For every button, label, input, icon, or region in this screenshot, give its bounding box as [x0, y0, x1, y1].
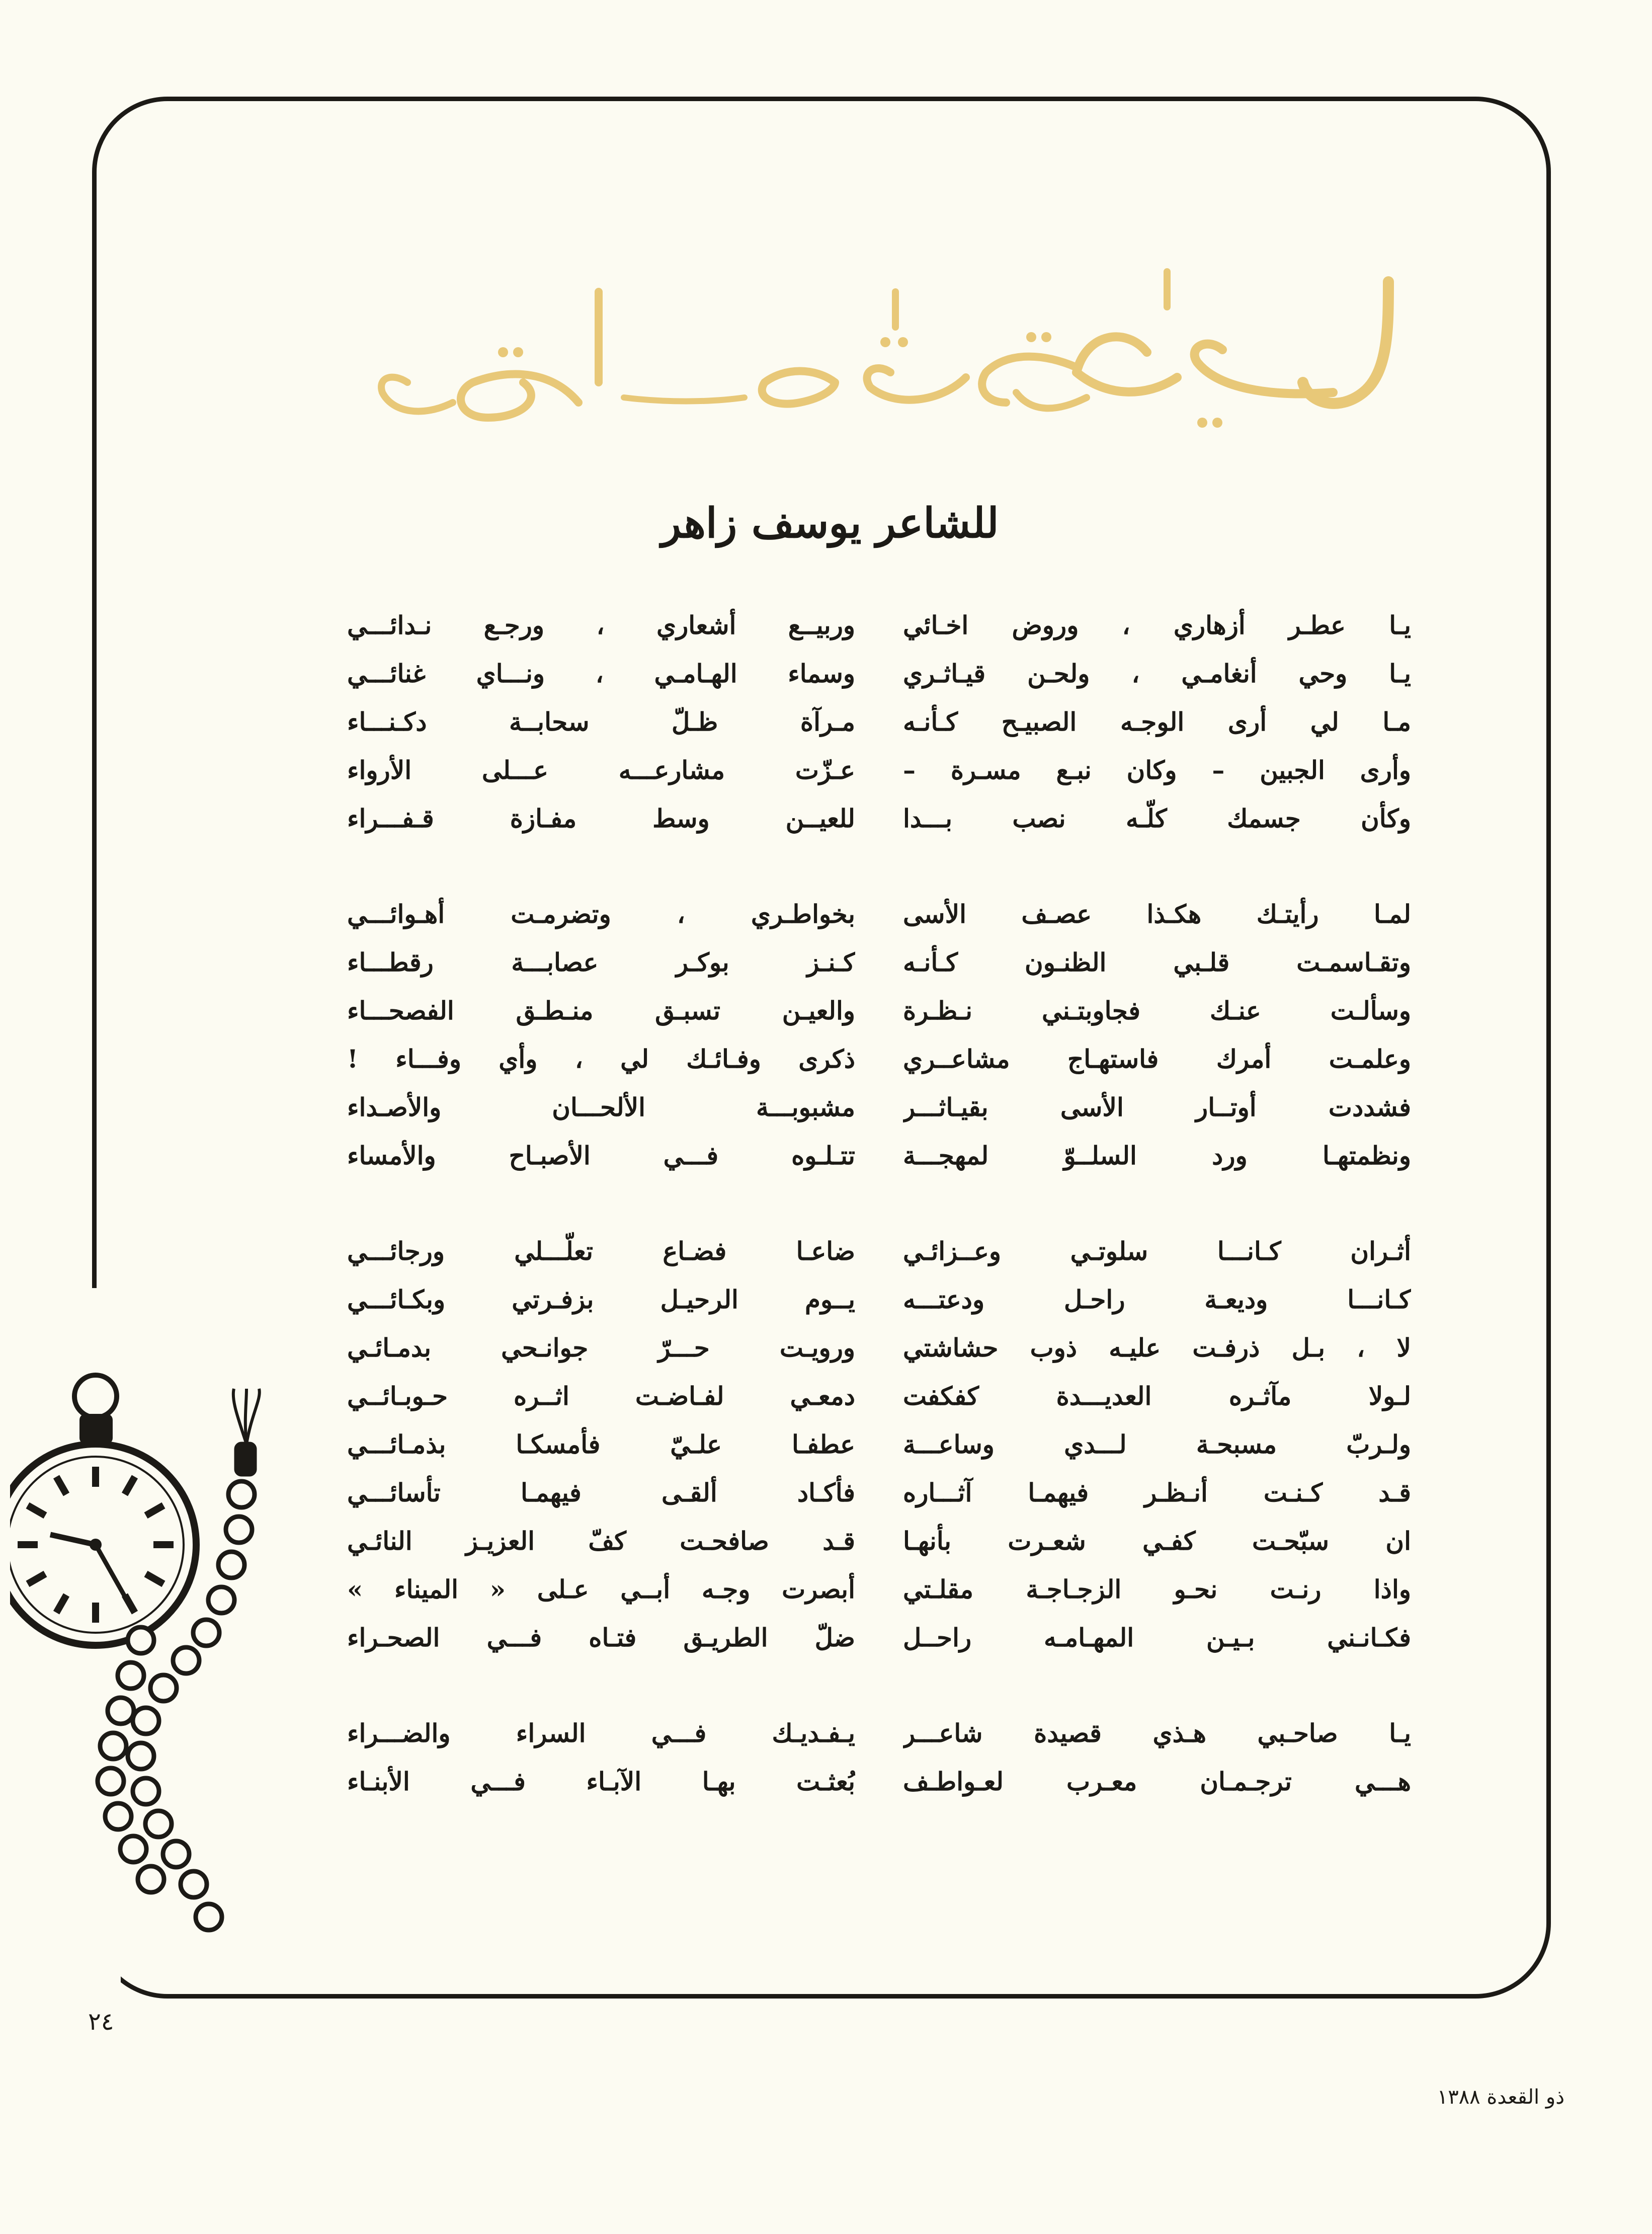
pocket-watch-icon [10, 1375, 196, 1645]
verse-line: مـا لي أرى الوجـه الصبيـح كـأنـه [903, 707, 1411, 737]
verse-line: ان سبّحـت كفـي شعـرت بأنهـا [903, 1526, 1411, 1556]
verse-line: لا ، بـل ذرفـت عليـه ذوب حشاشتي [903, 1333, 1411, 1363]
verse-line: واذا رنـت نحـو الزجـاجـة مقلـتي [903, 1574, 1411, 1604]
verse-line: فكـانـني بـيـن المهـامـه راحــل [903, 1623, 1411, 1652]
verse-line: ضاعـا فضـاع تعلّـــلي ورجائـــي [347, 1236, 855, 1266]
poem-title-calligraphy [362, 252, 1419, 453]
verse-line: وتقـاسمـت قلـبي الظنـون كـأنـه [903, 947, 1411, 977]
verse-line: ولـربّ مسبحـة لـــدي وساعـــة [903, 1429, 1411, 1459]
verse-line: قـد صافحـت كفّ العزيـز النائـي [347, 1526, 855, 1556]
stanza-1 [903, 601, 1411, 843]
verse-line: ذكرى وفـائـك لي ، وأي وفـــاء ! [347, 1044, 855, 1074]
verse-line: فأكـاد ألقـى فيهمـا تأسائـــي [347, 1478, 855, 1507]
verse-line: لمـا رأيتـك هكـذا عصـف الأسى [903, 899, 1411, 929]
verse-line: أثـران كـانـــا سلوتـي وعــزائـي [903, 1236, 1411, 1266]
verse-line: ضلّ الطريـق فتـاه فـــي الصحـراء [347, 1623, 855, 1652]
verse-line: تتـلـوه فـــي الأصبـاح والأمساء [347, 1141, 855, 1170]
verse-line: لـولا مآثـره العديـــدة كفكفت [903, 1381, 1411, 1411]
verse-line: وسماء الهـامـي ، ونـــاي غنائـــي [347, 659, 855, 688]
verse-line: يـا عطـر أزهاري ، وروض اخـائي [903, 610, 1411, 640]
verse-line: ونظمتهـا ورد السلــوّ لمهجـــة [903, 1141, 1411, 1170]
verse-line: وأرى الجبين – وكان نبـع مسـرة – [903, 755, 1411, 785]
verse-line: كـنـز بوكـر عصابـــة رقطـــاء [347, 947, 855, 977]
verse-line: ورويـت حـــرّ جوانـحي بدمـائـي [347, 1333, 855, 1363]
verse-line: فشددت أوتــار الأسى بقيـاثـــر [903, 1092, 1411, 1122]
stanza-4 [903, 1709, 1411, 1806]
pocket-watch-and-prayer-beads-illustration [10, 1328, 262, 2234]
verse-line: يـا وحي أنغامـي ، ولحـن قيـاثـري [903, 659, 1411, 688]
issue-date: ذو القعدة ١٣٨٨ [1437, 2086, 1564, 2109]
stanza-3 [903, 1227, 1411, 1662]
verse-line: يــوم الرحيـل بزفـرتي وبكـائـــي [347, 1285, 855, 1314]
verse-line: للعيــن وسط مفـازة قـفـــراء [347, 804, 855, 833]
verse-line: قـد كـنـت أنـظـر فيهمـا آثـــاره [903, 1478, 1411, 1507]
verse-line: وكأن جسمك كلّـه نصب بـــدا [903, 804, 1411, 833]
verse-line: عـزّت مشارعـــه عـــلى الأرواء [347, 755, 855, 785]
poem-column-right [903, 601, 1411, 1853]
verse-line: بخواطـري ، وتضرمـت أهـوائـــي [347, 899, 855, 929]
stanza-2 [347, 890, 855, 1180]
stanza-4 [347, 1709, 855, 1806]
poem-column-left [347, 601, 855, 1853]
verse-line: دمعـي لفـاضـت اثــره حـوبـائــي [347, 1381, 855, 1411]
verse-line: عطفـا علـيّ فأمسكـا بذمـائـــي [347, 1429, 855, 1459]
verse-line: كـانـــا وديعـة راحـل ودعتـــه [903, 1285, 1411, 1314]
verse-line: يـا صاحـبي هـذي قصيدة شاعـــر [903, 1718, 1411, 1748]
verse-line: يـفـديـك فـــي السراء والضـــراء [347, 1718, 855, 1748]
verse-line: وربيــع أشعاري ، ورجـع نـدائـــي [347, 610, 855, 640]
verse-line: مـرآة ظـلّ سحابــة دكـنـــاء [347, 707, 855, 737]
stanza-2 [903, 890, 1411, 1180]
page-number: ٢٤ [88, 2008, 114, 2036]
verse-line: وسألـت عنـك فجاوبتـني نـظـرة [903, 996, 1411, 1025]
verse-line: أبصرت وجـه أبــي عـلى « الميناء » [347, 1574, 855, 1604]
poet-byline: للشاعر يوسف زاهر [661, 499, 999, 547]
verse-line: وعلمـت أمرك فاستهـاج مشاعــري [903, 1044, 1411, 1074]
stanza-1 [347, 601, 855, 843]
verse-line: والعيـن تسبـق منـطـق الفصحـــاء [347, 996, 855, 1025]
stanza-3 [347, 1227, 855, 1662]
verse-line: هـــي ترجـمـان معـرب لعـواطـف [903, 1767, 1411, 1796]
verse-line: بُعثـت بهـا الآبـاء فـــي الأبنـاء [347, 1767, 855, 1796]
verse-line: مشبوبـــة الألحـــان والأصـداء [347, 1092, 855, 1122]
